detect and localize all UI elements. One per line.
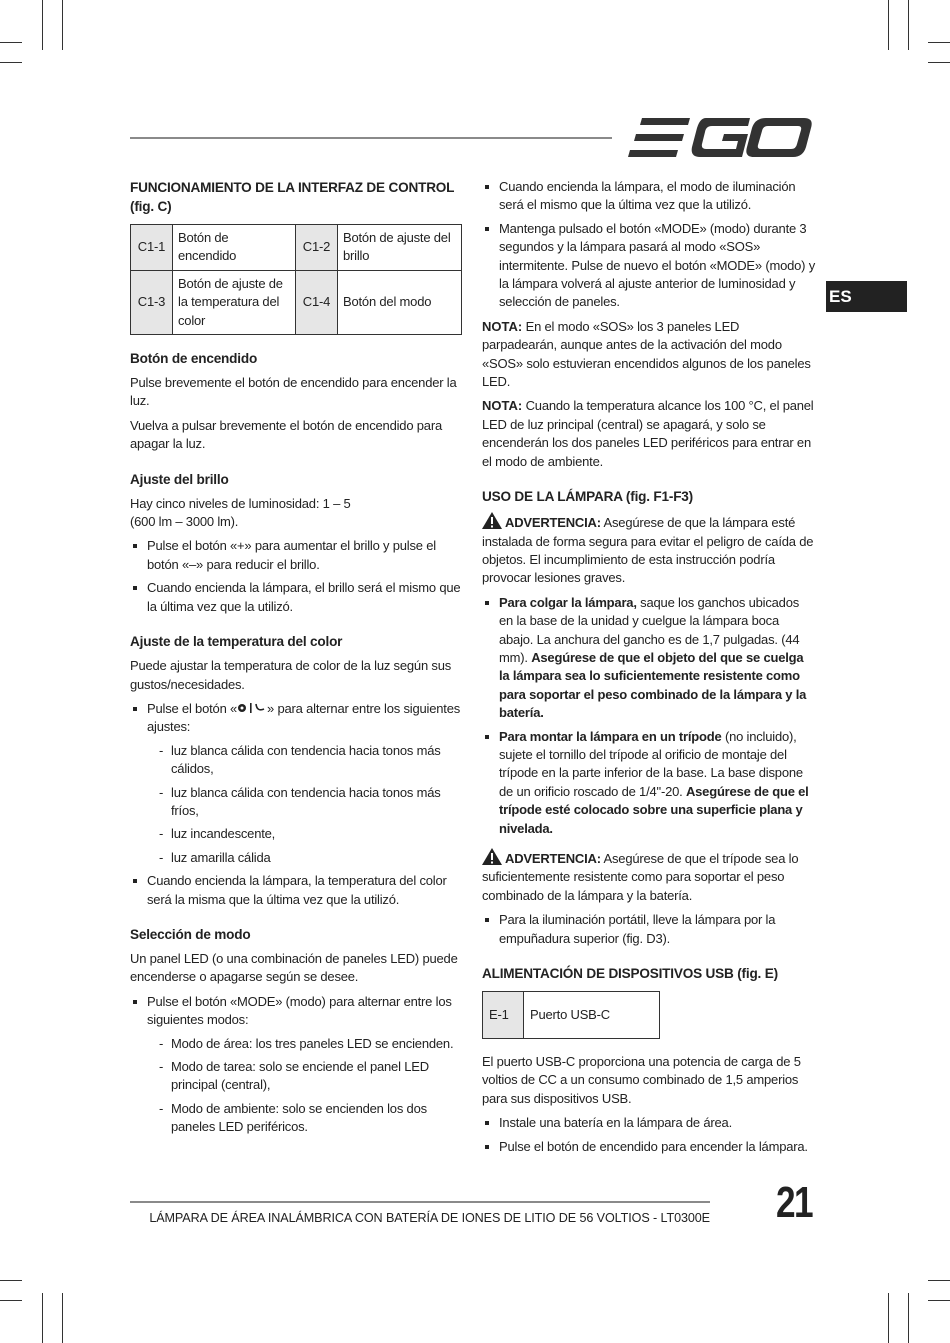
list-item: Pulse el botón de encendido para encender la lámpara. [482,1138,816,1156]
section-title: USO DE LA LÁMPARA (fig. F1-F3) [482,489,693,505]
crop-mark [62,0,63,50]
list-item: Cuando encienda la lámpara, la temperatura del color será la misma que la última vez que la utilizó. [130,872,462,909]
crop-mark [928,1300,950,1301]
header-rule [130,137,612,139]
table-label: Botón de ajuste de la temperatura del color [173,270,296,334]
dash-list [147,742,462,867]
table-code: C1-3 [131,270,173,334]
color-temp-icon [237,702,267,714]
table-code: C1-2 [296,225,338,271]
bullet-list [130,700,462,909]
section-title: Botón de encendido [130,351,258,367]
list-item: Instale una batería en la lámpara de área. [482,1114,816,1132]
ego-logo [628,118,812,158]
paragraph: Hay cinco niveles de luminosidad: 1 – 5 (600 lm – 3000 lm). [130,495,351,530]
section-title: ALIMENTACIÓN DE DISPOSITIVOS USB (fig. E) [482,966,778,982]
table-label: Botón del modo [338,270,462,334]
list-item: - Modo de área: los tres paneles LED se encienden. [147,1035,462,1053]
table-code: E-1 [483,992,524,1039]
footer-text: LÁMPARA DE ÁREA INALÁMBRICA CON BATERÍA DE IONES DE LITIO DE 56 VOLTIOS - LT0300E [149,1211,710,1225]
list-item: - luz amarilla cálida [147,849,462,867]
left-column [130,178,462,1143]
crop-mark [928,1280,950,1281]
bullet-list [482,911,816,948]
crop-mark [908,0,909,50]
bullet-list [482,178,816,312]
crop-mark [42,1293,43,1343]
crop-mark [0,1300,22,1301]
table-row [131,270,462,334]
crop-mark [42,0,43,50]
crop-mark [888,1293,889,1343]
crop-mark [928,62,950,63]
controls-table [130,224,462,335]
warning-icon [482,848,502,865]
note: NOTA: Cuando la temperatura alcance los 100 °C, el panel LED de luz principal (central) se apagará, y solo se encenderán los dos paneles LED periféricos para entrar en el modo de ambiente. [482,398,814,469]
warning: ADVERTENCIA: Asegúrese de que el trípode sea lo suficientemente resistente como para soportar el peso combinado de la lámpara y la batería. [482,848,816,905]
warning-icon [482,512,502,529]
list-item: - Modo de ambiente: solo se encienden los dos paneles LED periféricos. [147,1100,462,1137]
table-code: C1-4 [296,270,338,334]
footer-rule [130,1201,710,1203]
crop-mark [888,0,889,50]
crop-mark [0,1280,22,1281]
list-item: Cuando encienda la lámpara, el brillo será el mismo que la última vez que la utilizó. [130,579,462,616]
paragraph: Vuelva a pulsar brevemente el botón de encendido para apagar la luz. [130,417,442,452]
section-title: Ajuste del brillo [130,471,229,487]
section-title: Ajuste de la temperatura del color [130,634,343,650]
list-item: Mantenga pulsado el botón «MODE» (modo) durante 3 segundos y la lámpara pasará al modo «SOS» intermitente. Pulse de nuevo el botón «MODE» (modo) y la lámpara volverá al ajuste anterior de luminosidad y selección de paneles. [482,220,816,312]
warning: ADVERTENCIA: Asegúrese de que la lámpara esté instalada de forma segura para evitar el peligro de caída de objetos. El incumplimiento de esta instrucción podría provocar lesiones graves. [482,512,816,588]
bullet-list [130,537,462,616]
table-label: Botón de encendido [173,225,296,271]
list-item: Para colgar la lámpara, saque los ganchos ubicados en la base de la unidad y cuelgue la lámpara boca abajo. La anchura del gancho es de 1,7 pulgadas. (44 mm). Asegúrese de que el objeto del que se cuelga la lámpara sea lo suficientemente resistente como para soportar el peso combinado de la lámpara y la batería. [482,594,816,723]
bullet-list [130,993,462,1137]
crop-mark [928,42,950,43]
list-item: - luz blanca cálida con tendencia hacia tonos más cálidos, [147,742,462,779]
crop-mark [0,62,22,63]
dash-list [147,1035,462,1137]
crop-mark [0,42,22,43]
table-code: C1-1 [131,225,173,271]
language-tab: ES [826,281,907,312]
section-title: Selección de modo [130,926,251,942]
list-item: Pulse el botón «+» para aumentar el brillo y pulse el botón «–» para reducir el brillo. [130,537,462,574]
crop-mark [908,1293,909,1343]
list-item: Pulse el botón « » para alternar entre los siguientes ajustes: - luz blanca cálida con tendencia hacia tonos más cálidos, - luz blanca cálida con tendencia hacia tonos más fríos, - luz incandescente, - luz amarilla cálida [130,700,462,867]
paragraph: Puede ajustar la temperatura de color de la luz según sus gustos/necesidades. [130,658,452,692]
interface-title: FUNCIONAMIENTO DE LA INTERFAZ DE CONTROL (fig. C) [130,180,455,214]
list-item: - Modo de tarea: solo se enciende el panel LED principal (central), [147,1058,462,1095]
table-label: Botón de ajuste del brillo [338,225,462,271]
right-column [482,178,816,1162]
crop-mark [62,1293,63,1343]
list-item: Para montar la lámpara en un trípode (no incluido), sujete el tornillo del trípode al orificio de montaje del trípode en la parte inferior de la base. La base dispone de un orificio roscado de 1/4"-20. Asegúrese de que el trípode esté colocado sobre una superficie plana y nivelada. [482,728,816,838]
paragraph: Un panel LED (o una combinación de paneles LED) puede encenderse o apagarse según se desee. [130,950,458,985]
note: NOTA: En el modo «SOS» los 3 paneles LED parpadearán, aunque antes de la activación del modo «SOS» solo estuvieran encendidos algunos de los paneles LED. [482,318,811,390]
table-row [483,992,660,1039]
list-item: - luz incandescente, [147,825,462,843]
table-label: Puerto USB-C [524,992,660,1039]
paragraph: Pulse brevemente el botón de encendido para encender la luz. [130,375,457,409]
page-number: 21 [776,1178,812,1227]
table-row [131,225,462,271]
list-item: Cuando encienda la lámpara, el modo de iluminación será el mismo que la última vez que la utilizó. [482,178,816,215]
list-item: Pulse el botón «MODE» (modo) para alternar entre los siguientes modos: - Modo de área: los tres paneles LED se encienden. - Modo de tarea: solo se enciende el panel LED principal (central), - Modo de ambiente: solo se encienden los dos paneles LED periféricos. [130,993,462,1137]
list-item: - luz blanca cálida con tendencia hacia tonos más fríos, [147,784,462,821]
list-item: Para la iluminación portátil, lleve la lámpara por la empuñadura superior (fig. D3). [482,911,816,948]
bullet-list [482,594,816,838]
bullet-list [482,1114,816,1156]
paragraph: El puerto USB-C proporciona una potencia de carga de 5 voltios de CC a un consumo combinado de 1,5 amperios para sus dispositivos USB. [482,1054,801,1106]
usb-table [482,991,660,1039]
